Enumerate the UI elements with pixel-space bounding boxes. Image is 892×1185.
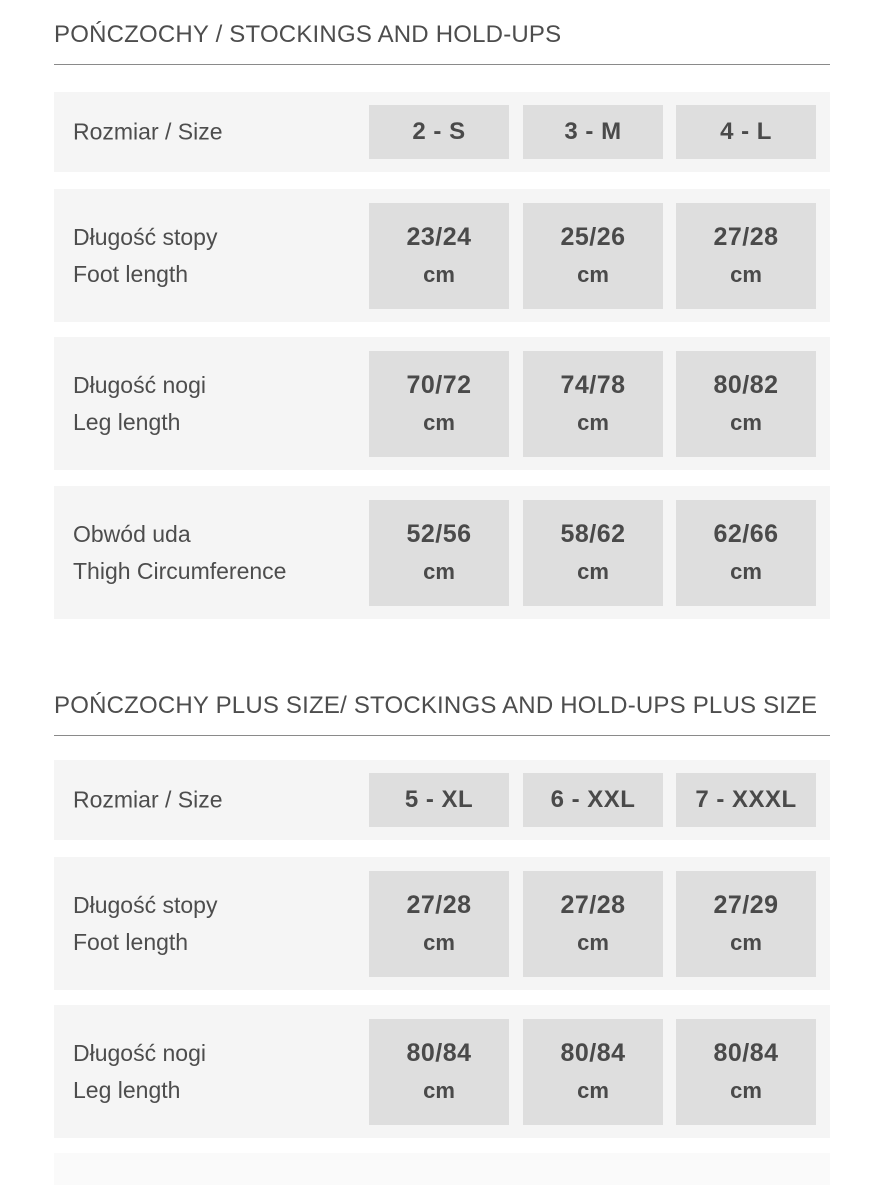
measurement-cell: [523, 203, 663, 309]
measurement-unit: cm: [423, 559, 455, 584]
measurement-unit: cm: [577, 930, 609, 955]
next-row-partial: [54, 1153, 830, 1185]
size-chart-stockings-plus-size: [54, 672, 830, 1185]
measurement-cell: [676, 500, 816, 606]
section-divider: [54, 735, 830, 736]
size-cell: 3 - M: [523, 105, 663, 159]
measurement-value: 80/84: [406, 1039, 472, 1067]
label-english: Foot length: [73, 928, 189, 955]
size-cell: 4 - L: [676, 105, 816, 159]
size-row: [54, 92, 830, 172]
measurement-cell: [523, 1019, 663, 1125]
measurement-value: 80/84: [713, 1039, 779, 1067]
measurement-value: 27/29: [713, 891, 779, 919]
size-chart-stockings: [54, 0, 830, 640]
measurement-value: 80/84: [560, 1039, 626, 1067]
measurement-cell: [676, 1019, 816, 1125]
label-english: Foot length: [73, 260, 189, 287]
size-label: Rozmiar / Size: [73, 786, 223, 813]
measurement-cell: [369, 500, 509, 606]
foot-length-row: [54, 857, 830, 990]
row-label: [73, 114, 223, 151]
section-title: POŃCZOCHY / STOCKINGS AND HOLD-UPS: [54, 21, 562, 48]
measurement-cell: [523, 871, 663, 977]
leg-length-row: [54, 337, 830, 470]
measurement-cell: [523, 351, 663, 457]
measurement-cell: [676, 203, 816, 309]
size-cell: 6 - XXL: [523, 773, 663, 827]
leg-length-row: [54, 1005, 830, 1138]
label-polish: Długość stopy: [73, 223, 218, 250]
label-polish: Długość nogi: [73, 371, 206, 398]
measurement-unit: cm: [423, 930, 455, 955]
size-row: [54, 760, 830, 840]
measurement-value: 70/72: [406, 371, 472, 399]
thigh-circumference-row: [54, 486, 830, 619]
measurement-cell: [676, 871, 816, 977]
measurement-cell: [369, 1019, 509, 1125]
measurement-unit: cm: [423, 410, 455, 435]
measurement-value: 27/28: [713, 223, 779, 251]
section-title: POŃCZOCHY PLUS SIZE/ STOCKINGS AND HOLD-UPS PLUS SIZE: [54, 692, 818, 719]
measurement-value: 27/28: [560, 891, 626, 919]
size-label: Rozmiar / Size: [73, 118, 223, 145]
row-label: [73, 782, 223, 819]
measurement-value: 80/82: [713, 371, 779, 399]
measurement-unit: cm: [730, 262, 762, 287]
measurement-unit: cm: [577, 559, 609, 584]
measurement-unit: cm: [730, 930, 762, 955]
measurement-value: 62/66: [713, 520, 779, 548]
size-cell: 5 - XL: [369, 773, 509, 827]
measurement-cell: [369, 871, 509, 977]
measurement-unit: cm: [423, 1078, 455, 1103]
label-english: Leg length: [73, 408, 181, 435]
measurement-cell: [369, 351, 509, 457]
row-label: [73, 219, 217, 293]
measurement-unit: cm: [577, 410, 609, 435]
measurement-cell: [369, 203, 509, 309]
label-polish: Obwód uda: [73, 520, 191, 547]
measurement-value: 25/26: [560, 223, 626, 251]
measurement-value: 58/62: [560, 520, 626, 548]
section-divider: [54, 64, 830, 65]
row-label: [73, 887, 217, 961]
measurement-cell: [676, 351, 816, 457]
measurement-value: 52/56: [406, 520, 472, 548]
label-english: Thigh Circumference: [73, 557, 287, 584]
measurement-unit: cm: [730, 410, 762, 435]
size-cell: 7 - XXXL: [676, 773, 816, 827]
row-label: [73, 1035, 206, 1109]
label-polish: Długość nogi: [73, 1039, 206, 1066]
size-cell: 2 - S: [369, 105, 509, 159]
measurement-unit: cm: [423, 262, 455, 287]
label-english: Leg length: [73, 1076, 181, 1103]
measurement-cell: [523, 500, 663, 606]
measurement-value: 74/78: [560, 371, 626, 399]
measurement-value: 27/28: [406, 891, 472, 919]
measurement-unit: cm: [577, 262, 609, 287]
foot-length-row: [54, 189, 830, 322]
measurement-unit: cm: [730, 1078, 762, 1103]
measurement-unit: cm: [730, 559, 762, 584]
label-polish: Długość stopy: [73, 891, 218, 918]
row-label: [73, 367, 206, 441]
measurement-value: 23/24: [406, 223, 472, 251]
measurement-unit: cm: [577, 1078, 609, 1103]
row-label: [73, 516, 286, 590]
